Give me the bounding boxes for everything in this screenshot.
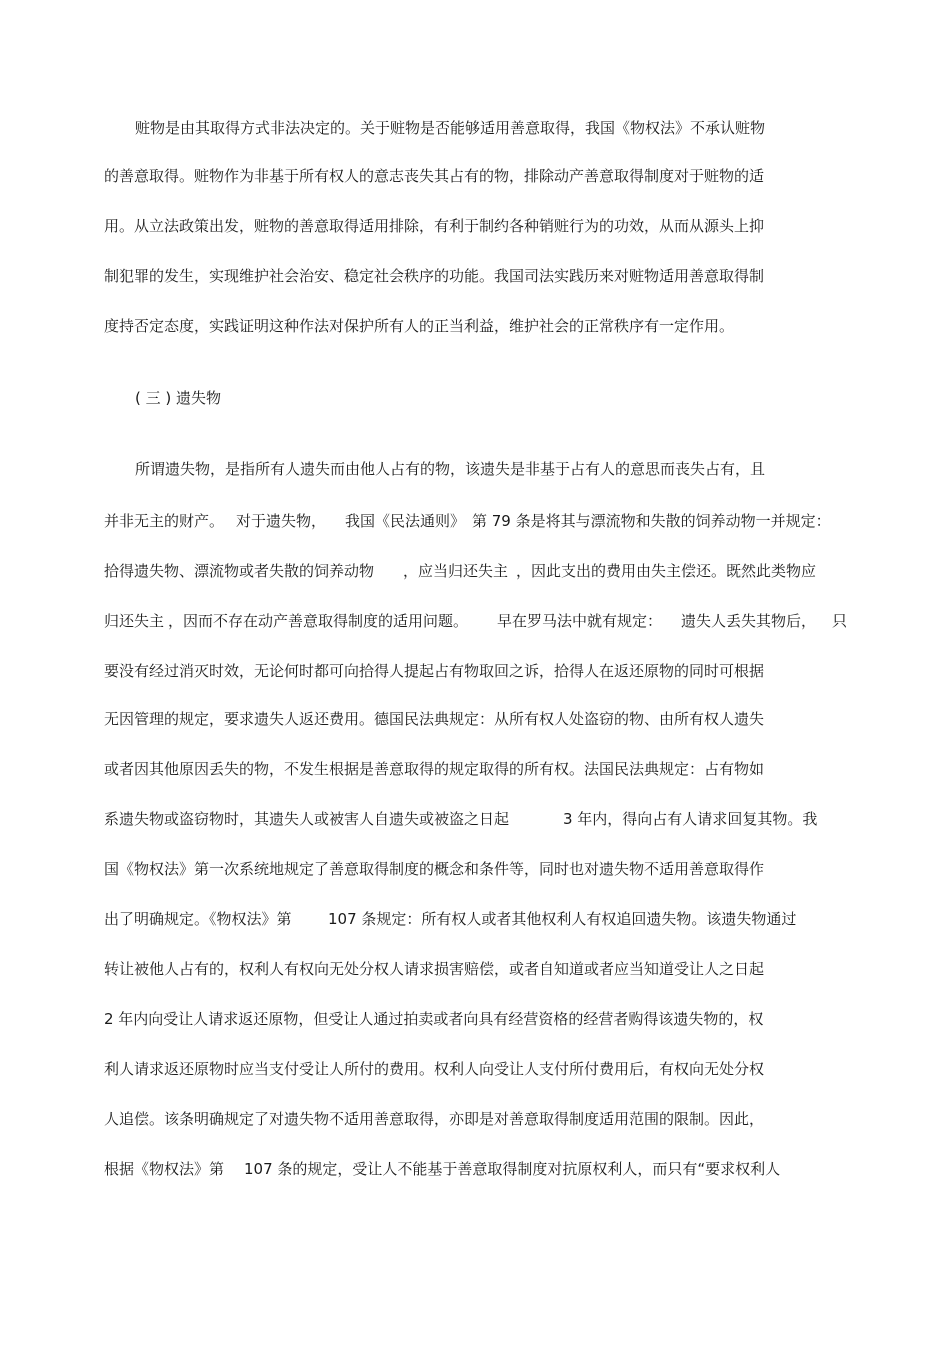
text-line (0, 1159, 950, 1179)
text-segment: 所谓遗失物，是指所有人遗失而由他人占有的物，该遗失是非基于占有人的意思而丧失占有，且 (135, 460, 766, 478)
text-line (0, 561, 950, 581)
text-segment: 国《物权法》第一次系统地规定了善意取得制度的概念和条件等，同时也对遗失物不适用善意取得作 (104, 860, 765, 878)
text-segment: 2 年内向受让人请求返还原物，但受让人通过拍卖或者向具有经营资格的经营者购得该遗失物的，权 (104, 1010, 764, 1028)
text-line (0, 661, 950, 681)
text-segment: 归还失主 (104, 612, 165, 630)
text-segment: 107 条规定：所有权人或者其他权利人有权追回遗失物。该遗失物通过 (328, 910, 797, 928)
text-line (0, 859, 950, 879)
text-line (0, 759, 950, 779)
text-segment: 赃物是由其取得方式非法决定的。关于赃物是否能够适用善意取得，我国《物权法》不承认赃物 (135, 119, 766, 137)
text-segment: 只 (832, 612, 848, 630)
text-segment: 拾得遗失物、漂流物或者失散的饲养动物 (104, 562, 375, 580)
text-line (0, 1009, 950, 1029)
text-segment: 107 条的规定，受让人不能基于善意取得制度对抗原权利人，而只有“要求权利人 (244, 1160, 781, 1178)
text-segment: 无因管理的规定，要求遗失人返还费用。德国民法典规定：从所有权人处盗窃的物、由所有权人遗失 (104, 710, 765, 728)
text-segment: ，应当归还失主 (403, 562, 509, 580)
text-line (0, 511, 950, 531)
text-line (0, 1059, 950, 1079)
text-segment: 根据《物权法》第 (104, 1160, 225, 1178)
section-heading (0, 388, 950, 408)
text-line (0, 316, 950, 336)
text-line (0, 459, 950, 479)
text-line (0, 266, 950, 286)
text-segment: 对于遗失物， (236, 512, 327, 530)
text-segment: 的善意取得。赃物作为非基于所有权人的意志丧失其占有的物，排除动产善意取得制度对于赃物的适 (104, 167, 765, 185)
text-line (0, 611, 950, 631)
text-segment: 3 年内，得向占有人请求回复其物。我 (563, 810, 818, 828)
text-segment: 用。从立法政策出发，赃物的善意取得适用排除，有利于制约各种销赃行为的功效，从而从源头上抑 (104, 217, 765, 235)
text-segment: 遗失人丢失其物后， (681, 612, 817, 630)
text-line (0, 118, 950, 138)
text-segment: 利人请求返还原物时应当支付受让人所付的费用。权利人向受让人支付所付费用后，有权向无处分权 (104, 1060, 765, 1078)
text-segment: 我国《民法通则》 (345, 512, 466, 530)
text-segment: 系遗失物或盗窃物时，其遗失人或被害人自遗失或被盗之日起 (104, 810, 510, 828)
text-segment: 早在罗马法中就有规定： (497, 612, 663, 630)
text-segment: ，因而不存在动产善意取得制度的适用问题。 (168, 612, 469, 630)
text-segment: 并非无主的财产。 (104, 512, 225, 530)
text-segment: 出了明确规定。《物权法》第 (104, 910, 292, 928)
text-line (0, 909, 950, 929)
text-segment: 要没有经过消灭时效，无论何时都可向拾得人提起占有物取回之诉，拾得人在返还原物的同时可根据 (104, 662, 765, 680)
text-segment: 或者因其他原因丢失的物，不发生根据是善意取得的规定取得的所有权。法国民法典规定：占有物如 (104, 760, 765, 778)
text-segment: ，因此支出的费用由失主偿还。既然此类物应 (516, 562, 817, 580)
section-heading-text: ( 三 ) 遗失物 (135, 389, 222, 407)
text-segment: 第 79 条是将其与漂流物和失散的饲养动物一并规定： (472, 512, 831, 530)
text-line (0, 1109, 950, 1129)
text-segment: 人追偿。该条明确规定了对遗失物不适用善意取得，亦即是对善意取得制度适用范围的限制。因此， (104, 1110, 765, 1128)
text-line (0, 216, 950, 236)
text-line (0, 709, 950, 729)
text-line (0, 959, 950, 979)
text-line (0, 809, 950, 829)
text-segment: 度持否定态度，实践证明这种作法对保护所有人的正当利益，维护社会的正常秩序有一定作用。 (104, 317, 735, 335)
text-line (0, 166, 950, 186)
text-segment: 制犯罪的发生，实现维护社会治安、稳定社会秩序的功能。我国司法实践历来对赃物适用善意取得制 (104, 267, 765, 285)
text-segment: 转让被他人占有的，权利人有权向无处分权人请求损害赔偿，或者自知道或者应当知道受让人之日起 (104, 960, 765, 978)
